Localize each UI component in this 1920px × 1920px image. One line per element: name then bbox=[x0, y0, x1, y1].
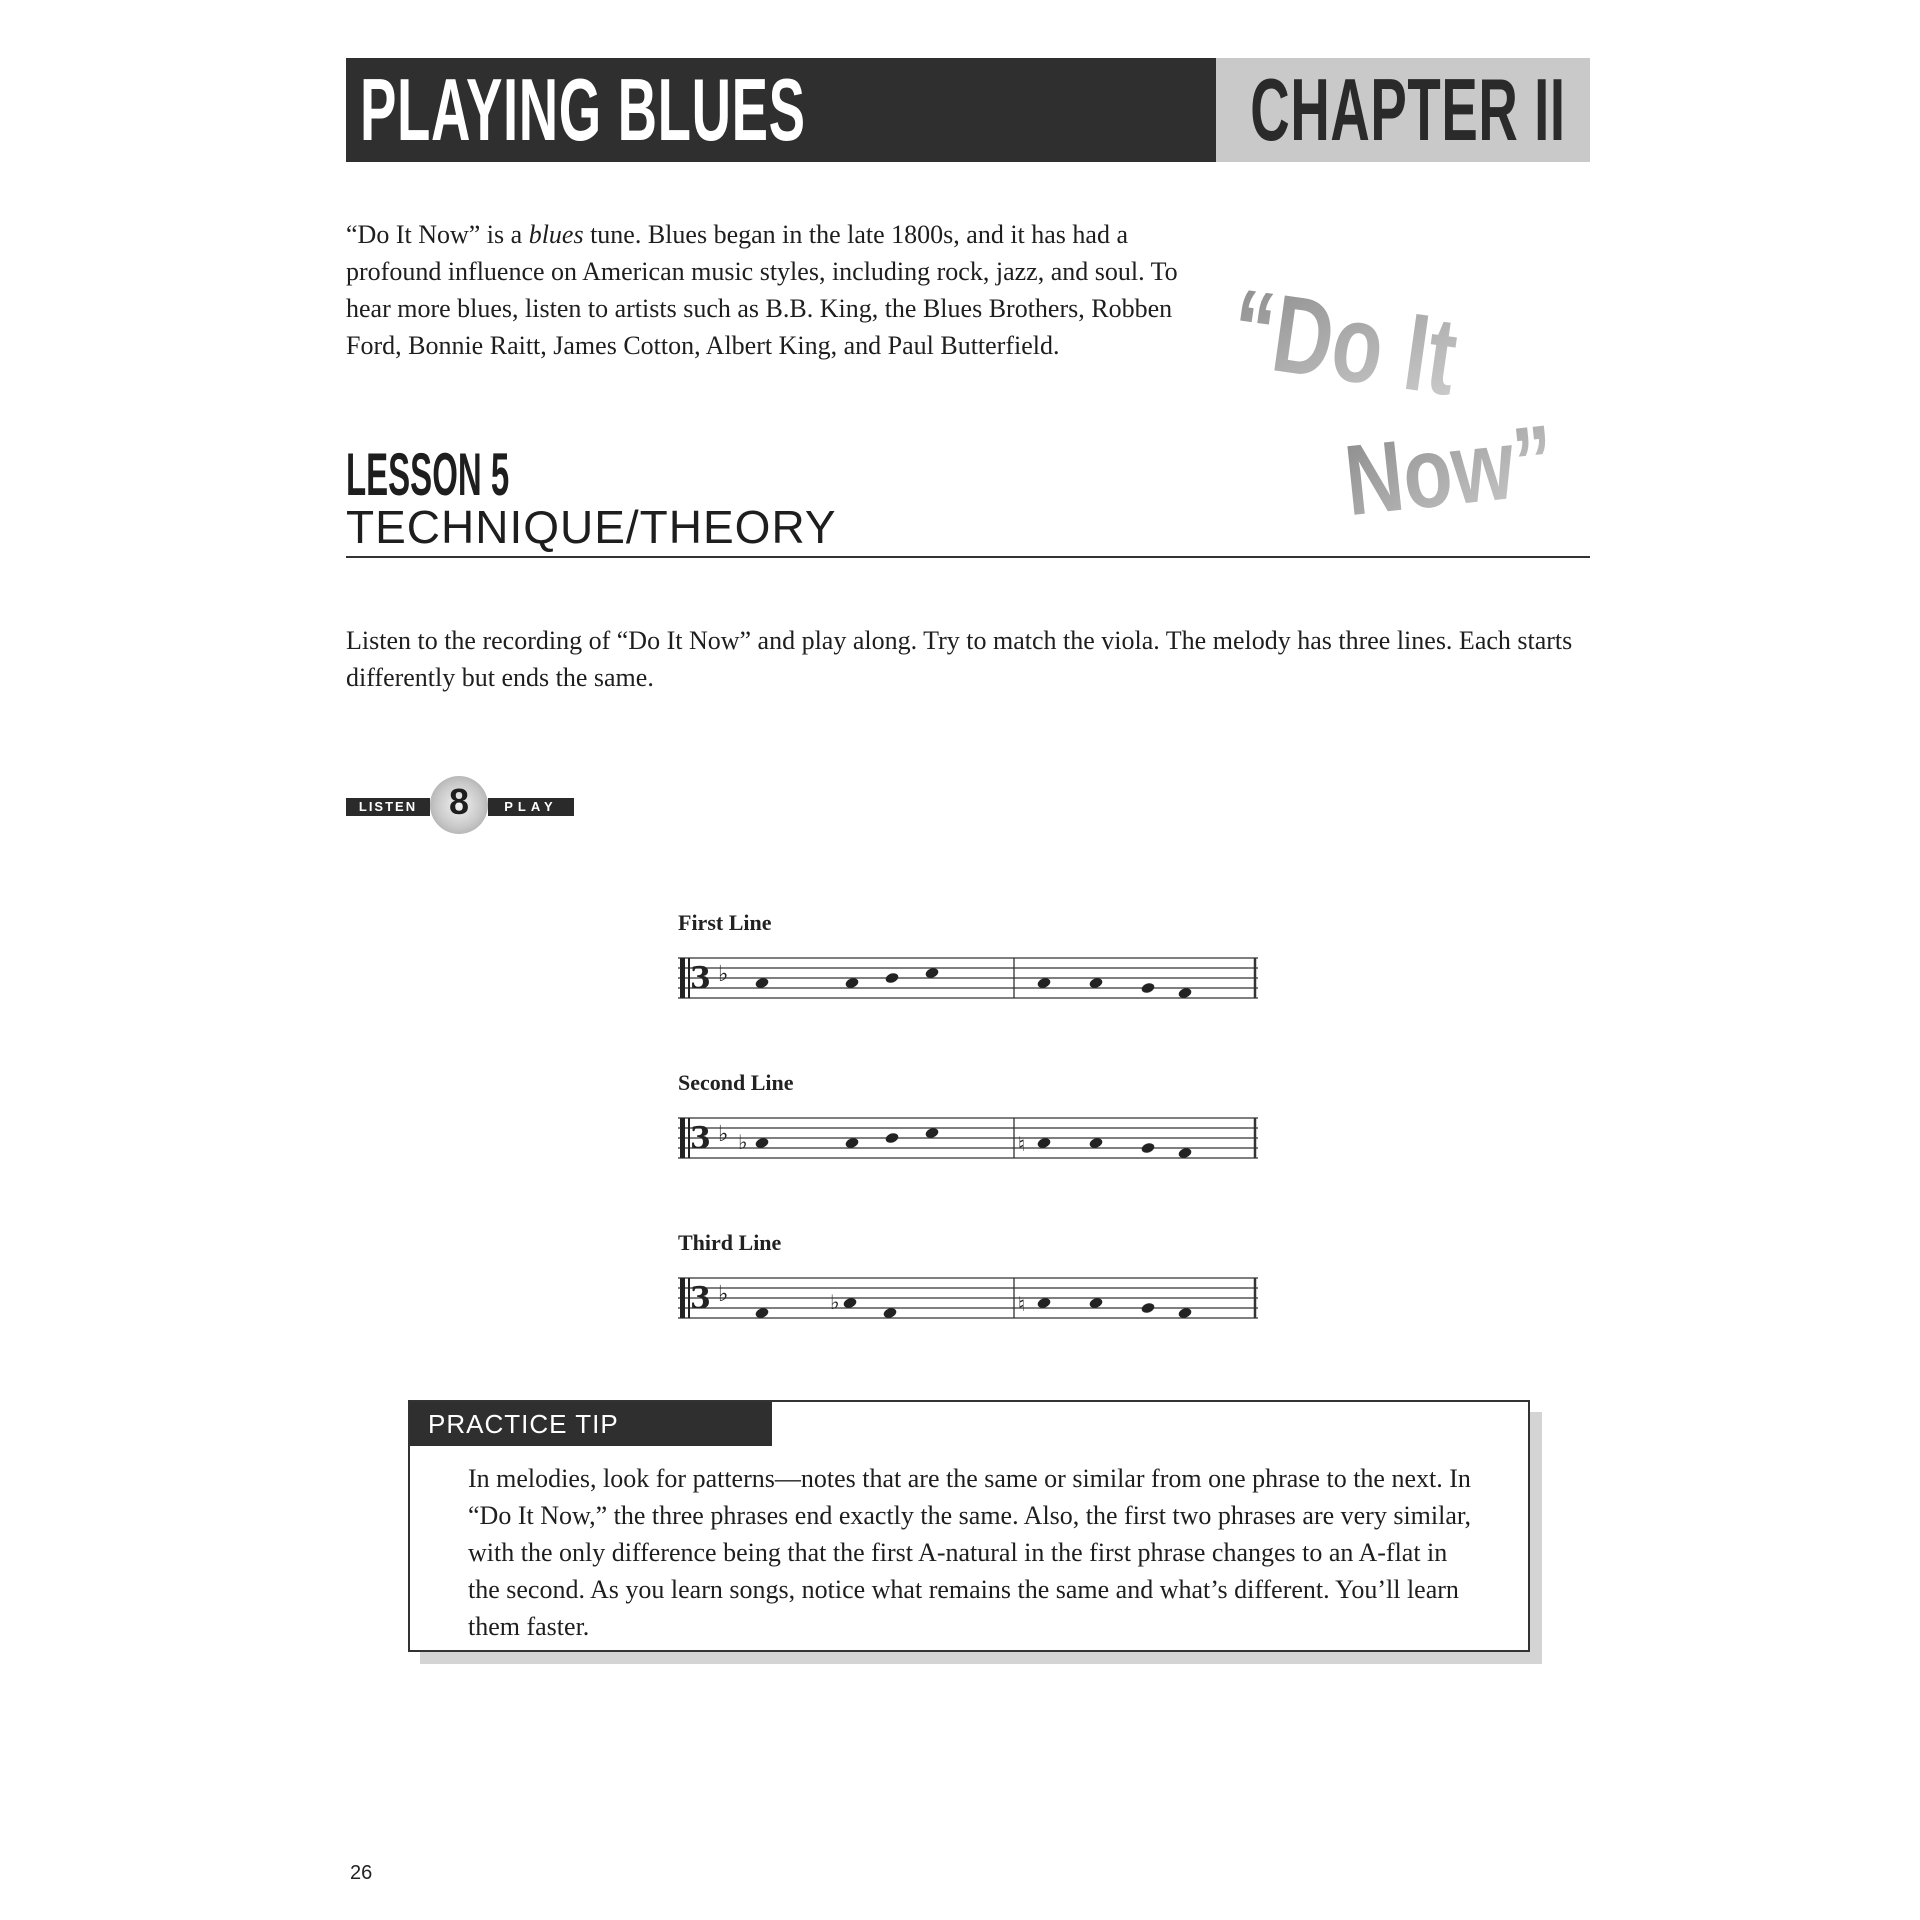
flat-accidental-icon: ♭ bbox=[738, 1130, 748, 1154]
natural-accidental-icon: ♮ bbox=[1018, 1292, 1026, 1316]
svg-text:3: 3 bbox=[690, 1121, 711, 1156]
intro-text-end: tune. Blues began in the late 1800s, and it has had a profound influence on American music styles, including rock, jazz, and soul. To hear more blues, listen to artists such as B.B. King, the Blues Brothers, Robben Ford, Bonnie Raitt, James Cotton, Albert King, and Paul Butterfield. bbox=[346, 220, 1178, 360]
play-label: PLAY bbox=[488, 798, 574, 816]
alto-clef-icon bbox=[680, 1278, 711, 1318]
song-title-logo bbox=[1225, 250, 1585, 550]
track-number: 8 bbox=[448, 781, 470, 822]
flat-icon: ♭ bbox=[718, 962, 729, 987]
second-line-staff bbox=[678, 1115, 1260, 1165]
third-line-staff bbox=[678, 1275, 1260, 1325]
second-line-label: Second Line bbox=[678, 1070, 794, 1095]
svg-text:3: 3 bbox=[690, 1281, 711, 1316]
third-line-label: Third Line bbox=[678, 1230, 782, 1255]
chapter-title: PLAYING BLUES bbox=[360, 60, 806, 159]
intro-text-start: “Do It Now” is a bbox=[346, 220, 529, 249]
logo-line-2: Now” bbox=[1339, 404, 1560, 538]
alto-clef-icon bbox=[680, 958, 711, 1005]
flat-icon: ♭ bbox=[718, 1282, 729, 1307]
practice-tip-header: PRACTICE TIP bbox=[410, 1402, 772, 1446]
first-line-label: First Line bbox=[678, 910, 772, 935]
banner-chapter-panel bbox=[1216, 58, 1590, 162]
practice-tip-box bbox=[408, 1400, 1530, 1652]
first-line-staff bbox=[678, 955, 1260, 1005]
lesson-subtitle: TECHNIQUE/THEORY bbox=[346, 501, 837, 553]
chapter-number: CHAPTER II bbox=[1250, 60, 1566, 159]
intro-emphasis: blues bbox=[528, 220, 584, 249]
lesson-divider bbox=[346, 556, 1590, 558]
intro-paragraph bbox=[346, 216, 1226, 364]
chapter-banner bbox=[346, 58, 1590, 162]
listen-label: LISTEN bbox=[346, 798, 430, 816]
instructions-paragraph: Listen to the recording of “Do It Now” and play along. Try to match the viola. The melody has three lines. Each starts differently but ends the same. bbox=[346, 626, 1573, 692]
flat-icon: ♭ bbox=[718, 1122, 729, 1147]
flat-accidental-icon: ♭ bbox=[830, 1290, 840, 1314]
logo-line-1: “Do It bbox=[1225, 265, 1465, 419]
practice-tip-text: In melodies, look for patterns—notes that are the same or similar from one phrase to the next. In “Do It Now,” the three phrases end exactly the same. Also, the first two phrases are very similar, with the only difference being that the first A-natural in the first phrase changes to an A-flat in the second. As you learn songs, notice what remains the same and what’s different. You’ll learn them faster. bbox=[468, 1464, 1472, 1641]
natural-accidental-icon: ♮ bbox=[1018, 1132, 1026, 1156]
page-number: 26 bbox=[350, 1862, 373, 1884]
listen-play-badge bbox=[346, 776, 576, 836]
banner-title-panel bbox=[346, 58, 1216, 162]
svg-text:3: 3 bbox=[690, 961, 711, 996]
lesson-number: LESSON 5 bbox=[346, 441, 510, 508]
alto-clef-icon bbox=[680, 1118, 711, 1158]
